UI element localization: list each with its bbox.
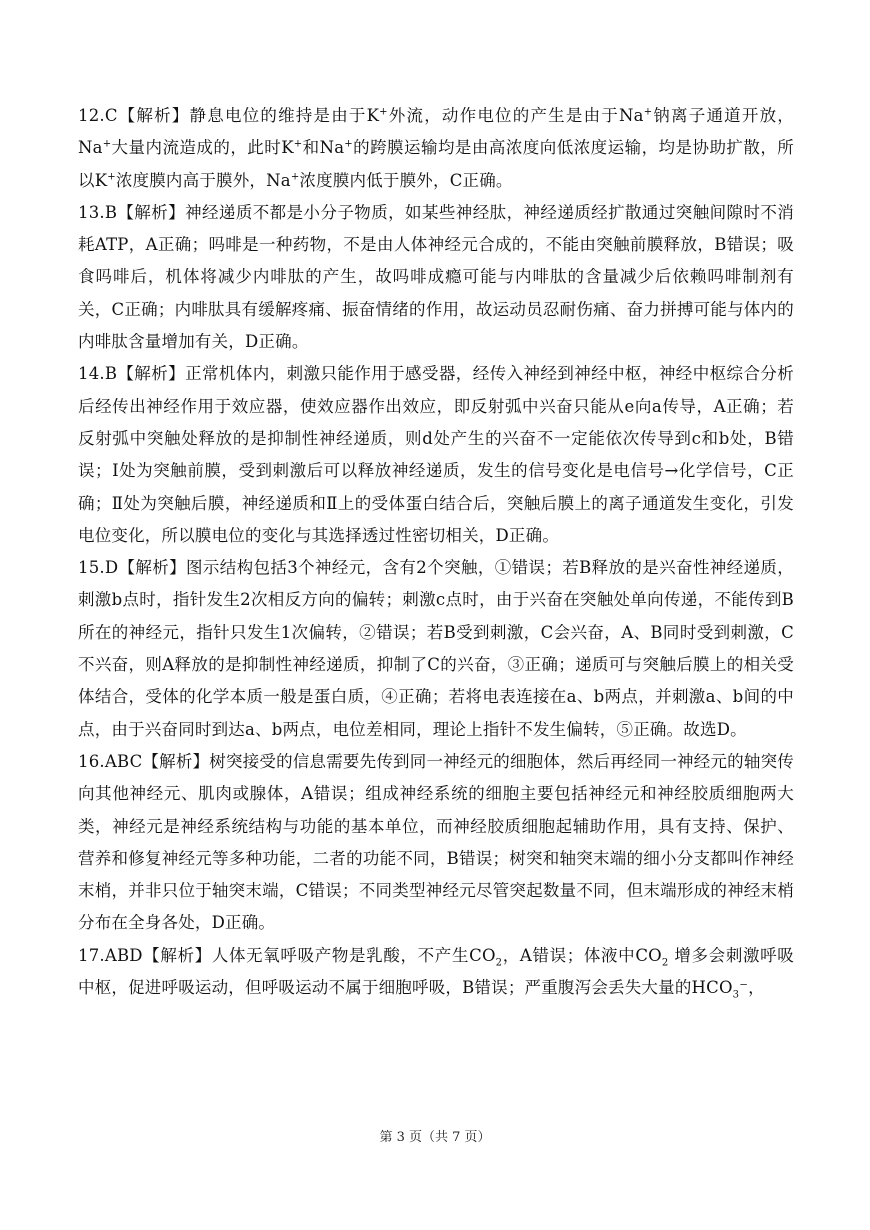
answer-16-lead: 16.ABC【解析】: [78, 751, 210, 771]
answer-13: [78, 197, 794, 358]
answer-15-text: 图示结构包括3个神经元，含有2个突触，①错误；若B释放的是兴奋性神经递质，刺激b点时，指针发生2次相反方向的偏转；刺激c点时，由于兴奋在突触处单向传递，不能传到B所在的神经元，指针只发生1次偏转，②错误；若B受到刺激，C会兴奋，A、B同时受到刺激，C不兴奋，则A释放的是抑制性神经递质，抑制了C的兴奋，③正确；递质可与突触后膜上的相关受体结合，受体的化学本质一般是蛋白质，④正确；若将电表连接在a、b两点，并刺激a、b间的中点，由于兴奋同时到达a、b两点，电位差相同，理论上指针不发生偏转，⑤正确。故选D。: [78, 558, 794, 739]
answer-12-lead: 12.C【解析】: [78, 106, 190, 125]
answer-14: [78, 358, 794, 552]
answer-17-lead: 17.ABD【解析】: [78, 945, 212, 965]
answer-12: 12.C【解析】静息电位的维持是由于K+外流，动作电位的产生是由于Na+钠离子通道开放，Na+大量内流造成的，此时K+和Na+的跨膜运输均是由高浓度向低浓度运输，均是协助扩散，所以K+浓度膜内高于膜外，Na+浓度膜内低于膜外，C正确。: [78, 106, 795, 190]
answer-17: 17.ABD【解析】人体无氧呼吸产物是乳酸，不产生$CO_2$，A错误；体液中$CO_2$ 增多会刺激呼吸中枢，促进呼吸运动，但呼吸运动不属于细胞呼吸，B错误；严重腹泻会丢失大量的$HCO_3^-$，: [78, 945, 794, 1001]
answer-13-lead: 13.B【解析】: [78, 202, 186, 222]
answer-13-text: 神经递质不都是小分子物质，如某些神经肽，神经递质经扩散通过突触间隙时不消耗ATP，A正确；吗啡是一种药物，不是由人体神经元合成的，不能由突触前膜释放，B错误；吸食吗啡后，机体将减少内啡肽的产生，故吗啡成瘾可能与内啡肽的含量减少后依赖吗啡制剂有关，C正确；内啡肽具有缓解疼痛、振奋情绪的作用，故运动员忍耐伤痛、奋力拼搏可能与体内的内啡肽含量增加有关，D正确。: [78, 202, 795, 352]
answer-16-text: 树突接受的信息需要先传到同一神经元的细胞体，然后再经同一神经元的轴突传向其他神经元、肌肉或腺体，A错误；组成神经系统的细胞主要包括神经元和神经胶质细胞两大类，神经元是神经系统结构与功能的基本单位，而神经胶质细胞起辅助作用，具有支持、保护、营养和修复神经元等多种功能，二者的功能不同，B错误；树突和轴突末端的细小分支都叫作神经末梢，并非只位于轴突末端，C错误；不同类型神经元尽管突起数量不同，但末端形成的神经末梢分布在全身各处，D正确。: [78, 751, 794, 933]
answer-15: [78, 552, 794, 746]
answer-14-lead: 14.B【解析】: [78, 364, 186, 384]
page-footer: [0, 1126, 870, 1145]
page-number: 第 3 页（共 7 页）: [379, 1130, 491, 1145]
answer-14-text: 正常机体内，刺激只能作用于感受器，经传入神经到神经中枢，神经中枢综合分析后经传出神经作用于效应器，使效应器作出效应，即反射弧中兴奋只能从e向a传导，A正确；若反射弧中突触处释放的是抑制性神经递质，则d处产生的兴奋不一定能依次传导到c和b处，B错误；Ⅰ处为突触前膜，受到刺激后可以释放神经递质，发生的信号变化是电信号→化学信号，C正确；Ⅱ处为突触后膜，神经递质和Ⅱ上的受体蛋白结合后，突触后膜上的离子通道发生变化，引发电位变化，所以膜电位的变化与其选择透过性密切相关，D正确。: [78, 364, 795, 545]
answer-16: [78, 746, 794, 940]
answer-15-lead: 15.D【解析】: [78, 558, 186, 578]
answer-content: [78, 100, 794, 1004]
